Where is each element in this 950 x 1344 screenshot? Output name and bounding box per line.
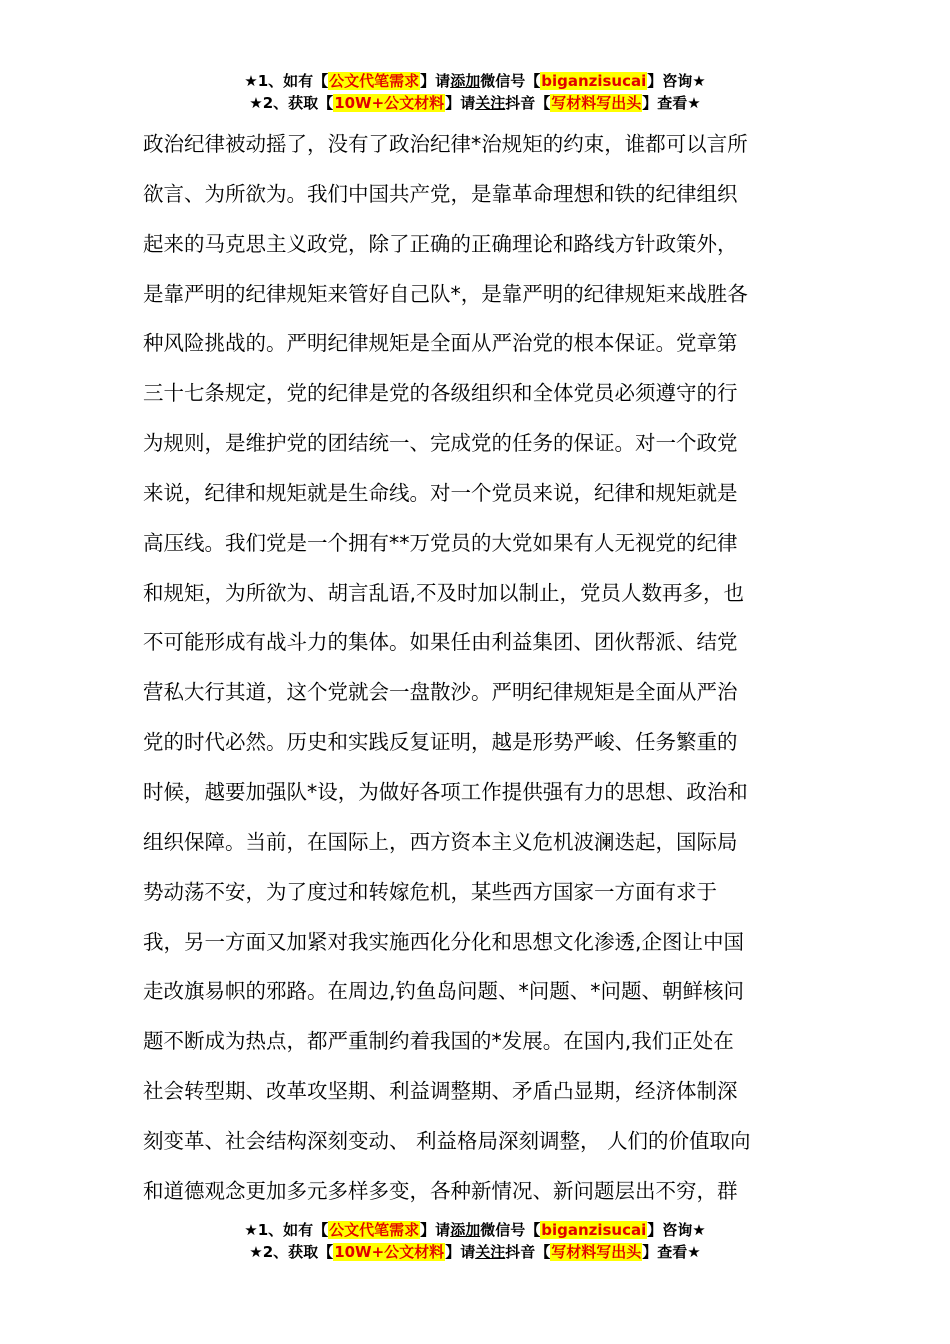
body-line: 刻变革、社会结构深刻变动、 利益格局深刻调整， 人们的价值取向: [143, 1128, 751, 1153]
banner-text: ★1、如有【: [244, 1221, 329, 1239]
banner-text: 】查看★: [642, 1243, 701, 1261]
banner-text: 微信号【: [480, 72, 541, 90]
banner-text: 微信号【: [480, 1221, 541, 1239]
highlight-douyin-account: 写材料写出头: [551, 94, 642, 112]
highlight-wechat-id: biganzisucai: [541, 72, 647, 90]
banner-text: 】请: [420, 72, 451, 90]
body-line: 题不断成为热点，都严重制约着我国的*发展。在国内,我们正处在: [143, 1029, 734, 1054]
body-line: 政治纪律被动摇了，没有了政治纪律*治规矩的约束，谁都可以言所: [143, 132, 748, 156]
body-line: 走改旗易帜的邪路。在周边,钓鱼岛问题、*问题、*问题、朝鲜核问: [143, 979, 745, 1004]
body-line: 三十七条规定，党的纪律是党的各级组织和全体党员必须遵守的行: [143, 381, 738, 406]
banner-emphasis: 添加: [450, 72, 481, 90]
body-line: 种风险挑战的。严明纪律规矩是全面从严治党的根本保证。党章第: [143, 331, 738, 356]
banner-text: 】咨询★: [647, 1221, 706, 1239]
banner-emphasis: 关注: [475, 1243, 506, 1261]
banner-text: 】请: [445, 94, 476, 112]
banner-text: 抖音【: [505, 94, 551, 112]
highlight-materials: 10W+公文材料: [334, 94, 445, 112]
body-line: 社会转型期、改革攻坚期、利益调整期、矛盾凸显期，经济体制深: [143, 1079, 738, 1104]
body-line: 我，另一方面又加紧对我实施西化分化和思想文化渗透,企图让中国: [143, 929, 745, 954]
body-line: 是靠严明的纪律规矩来管好自己队*，是靠严明的纪律规矩来战胜各: [143, 281, 748, 306]
body-line: 和道德观念更加多元多样多变，各种新情况、新问题层出不穷，群: [143, 1178, 738, 1203]
banner-text: ★2、获取【: [249, 1243, 334, 1261]
banner-text: 抖音【: [505, 1243, 551, 1261]
banner-text: ★1、如有【: [244, 72, 329, 90]
header-banner: [0, 70, 950, 114]
body-line: 来说，纪律和规矩就是生命线。对一个党员来说，纪律和规矩就是: [143, 480, 738, 505]
body-line: 时候，越要加强队*设，为做好各项工作提供强有力的思想、政治和: [143, 779, 748, 804]
banner-emphasis: 添加: [450, 1221, 481, 1239]
body-line: 高压线。我们党是一个拥有**万党员的大党如果有人无视党的纪律: [143, 530, 738, 555]
banner-line-2: [0, 1241, 950, 1263]
highlight-service: 公文代笔需求: [329, 72, 420, 90]
banner-text: 】查看★: [642, 94, 701, 112]
banner-line-2: [0, 92, 950, 114]
body-line: 组织保障。当前，在国际上，西方资本主义危机波澜迭起，国际局: [143, 829, 738, 854]
footer-banner: [0, 1219, 950, 1263]
banner-text: 】请: [445, 1243, 476, 1261]
banner-text: 】咨询★: [647, 72, 706, 90]
body-line: 营私大行其道，这个党就会一盘散沙。严明纪律规矩是全面从严治: [143, 680, 738, 705]
body-line: 为规则，是维护党的团结统一、完成党的任务的保证。对一个政党: [143, 431, 738, 456]
banner-line-1: [0, 70, 950, 92]
body-line: 欲言、为所欲为。我们中国共产党，是靠革命理想和铁的纪律组织: [143, 181, 738, 206]
body-line: 和规矩，为所欲为、胡言乱语,不及时加以制止，党员人数再多，也: [143, 580, 745, 605]
body-line: 党的时代必然。历史和实践反复证明，越是形势严峻、任务繁重的: [143, 730, 738, 755]
banner-emphasis: 关注: [475, 94, 506, 112]
banner-text: ★2、获取【: [249, 94, 334, 112]
banner-text: 】请: [420, 1221, 451, 1239]
highlight-wechat-id: biganzisucai: [541, 1221, 647, 1239]
body-line: 不可能形成有战斗力的集体。如果任由利益集团、团伙帮派、结党: [143, 630, 738, 655]
highlight-materials: 10W+公文材料: [334, 1243, 445, 1261]
document-body: [143, 120, 808, 1217]
body-line: 势动荡不安，为了度过和转嫁危机，某些西方国家一方面有求于: [143, 879, 717, 904]
banner-line-1: [0, 1219, 950, 1241]
highlight-service: 公文代笔需求: [329, 1221, 420, 1239]
highlight-douyin-account: 写材料写出头: [551, 1243, 642, 1261]
body-line: 起来的马克思主义政党，除了正确的正确理论和路线方针政策外，: [143, 231, 738, 256]
